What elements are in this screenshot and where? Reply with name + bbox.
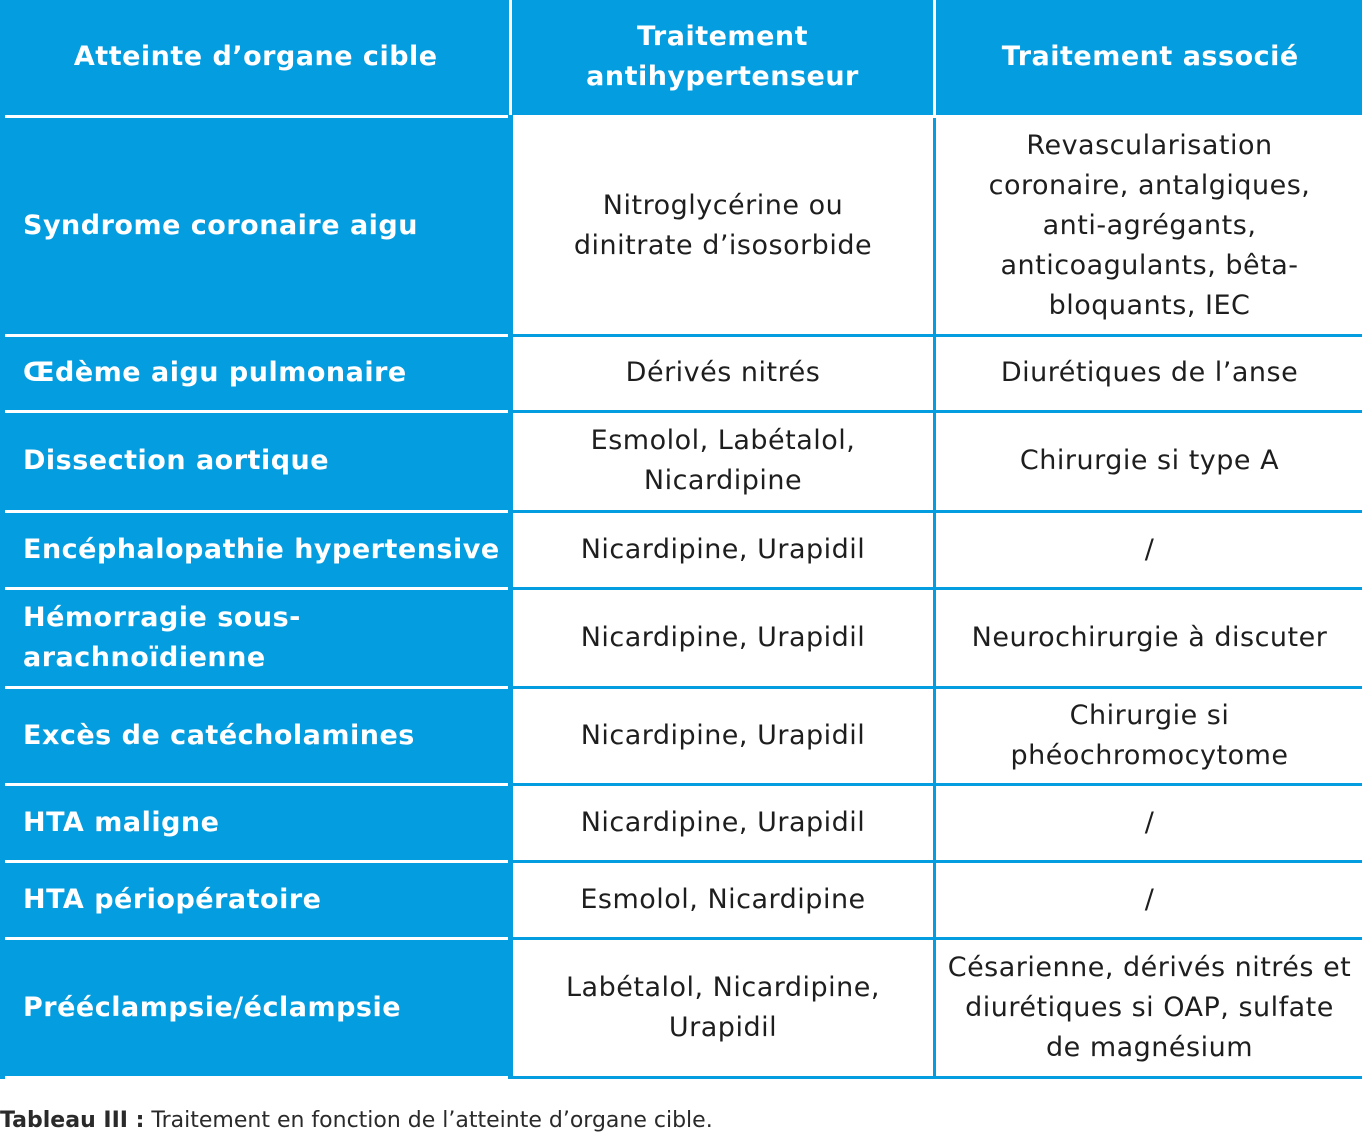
- organ-cell: Dissection aortique: [3, 411, 511, 511]
- table-row: [3, 335, 1362, 411]
- organ-cell: Excès de catécholamines: [3, 687, 511, 784]
- organ-cell: Syndrome coronaire aigu: [3, 116, 511, 335]
- table-row: [3, 938, 1362, 1077]
- organ-cell: HTA maligne: [3, 784, 511, 861]
- antihypertensive-cell: Nitroglycérine ou dinitrate d’isosorbide: [511, 116, 935, 335]
- table-row: [3, 411, 1362, 511]
- associated-cell: Césarienne, dérivés nitrés et diurétiques si OAP, sulfate de magnésium: [935, 938, 1362, 1077]
- header-organ: Atteinte d’organe cible: [3, 0, 511, 116]
- table-caption: [0, 1108, 713, 1133]
- antihypertensive-cell: Nicardipine, Urapidil: [511, 588, 935, 687]
- antihypertensive-cell: Esmolol, Nicardipine: [511, 861, 935, 938]
- antihypertensive-cell: Nicardipine, Urapidil: [511, 511, 935, 588]
- organ-cell: Hémorragie sous-arachnoïdienne: [3, 588, 511, 687]
- associated-cell: Chirurgie si type A: [935, 411, 1362, 511]
- organ-cell: HTA périopératoire: [3, 861, 511, 938]
- caption-text: Traitement en fonction de l’atteinte d’organe cible.: [144, 1108, 713, 1133]
- table-row: [3, 588, 1362, 687]
- antihypertensive-cell: Esmolol, Labétalol, Nicardipine: [511, 411, 935, 511]
- organ-cell: Encéphalopathie hypertensive: [3, 511, 511, 588]
- organ-cell: Œdème aigu pulmonaire: [3, 335, 511, 411]
- organ-cell: Prééclampsie/éclampsie: [3, 938, 511, 1077]
- header-antihypertensive: Traitement antihypertenseur: [511, 0, 935, 116]
- table-row: [3, 784, 1362, 861]
- table-row: [3, 511, 1362, 588]
- associated-cell: /: [935, 511, 1362, 588]
- antihypertensive-cell: Nicardipine, Urapidil: [511, 784, 935, 861]
- table-row: [3, 116, 1362, 335]
- antihypertensive-cell: Labétalol, Nicardipine, Urapidil: [511, 938, 935, 1077]
- associated-cell: Chirurgie si phéochromocytome: [935, 687, 1362, 784]
- associated-cell: /: [935, 861, 1362, 938]
- table-row: [3, 687, 1362, 784]
- associated-cell: Diurétiques de l’anse: [935, 335, 1362, 411]
- antihypertensive-cell: Dérivés nitrés: [511, 335, 935, 411]
- associated-cell: Neurochirurgie à discuter: [935, 588, 1362, 687]
- associated-cell: Revascularisation coronaire, antalgiques, anti-agrégants, anticoagulants, bêta-bloquants, IEC: [935, 116, 1362, 335]
- table-row: [3, 861, 1362, 938]
- caption-label: Tableau III :: [0, 1108, 145, 1133]
- associated-cell: /: [935, 784, 1362, 861]
- header-associated: Traitement associé: [935, 0, 1362, 116]
- antihypertensive-cell: Nicardipine, Urapidil: [511, 687, 935, 784]
- table-header-row: [3, 0, 1362, 116]
